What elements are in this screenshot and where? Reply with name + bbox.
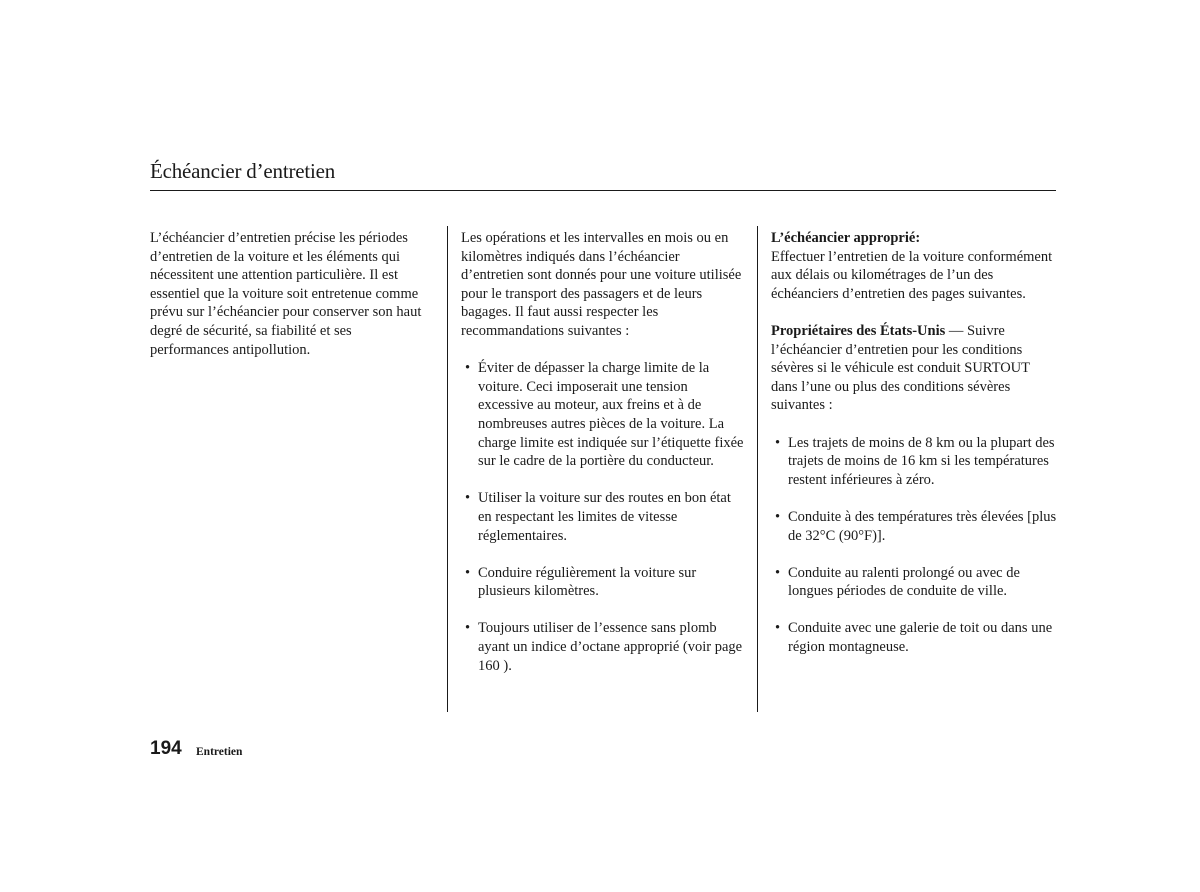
bullet-icon: •: [775, 434, 781, 451]
list-item: [771, 564, 1057, 601]
list-item: [771, 508, 1057, 545]
bullet-icon: •: [775, 564, 781, 581]
bullet-icon: •: [775, 620, 781, 637]
severe-conditions-list: [771, 434, 1057, 657]
section-label: Entretien: [196, 746, 243, 758]
page-number: 194: [150, 738, 182, 759]
intro-paragraph: L’échéancier d’entretien précise les périodes d’entretien de la voiture et les éléments qui nécessitent une attention particulière. Il est essentiel que la voiture soit entretenue comme prévu sur l’échéancier pour conserver son haut degré de sécurité, sa fiabilité et ses performances antipollution.: [150, 230, 422, 358]
list-item-text: Les trajets de moins de 8 km ou la plupart des trajets de moins de 16 km si les températures restent inférieures à zéro.: [788, 434, 1055, 488]
list-item-text: Conduire régulièrement la voiture sur plusieurs kilomètres.: [478, 564, 697, 600]
title-rule: [150, 190, 1056, 191]
us-owners-section: [771, 322, 1057, 415]
list-item-text: Conduite au ralenti prolongé ou avec de longues périodes de conduite de ville.: [788, 564, 1020, 600]
list-item: [771, 619, 1057, 656]
column-1: [150, 229, 434, 359]
list-item: [771, 434, 1057, 490]
us-owners-heading: Propriétaires des États-Unis: [771, 322, 946, 339]
schedule-heading: L’échéancier approprié:: [771, 230, 921, 246]
column-divider-1: [447, 226, 448, 712]
list-item-text: Conduite à des températures très élevées [plus de 32°C (90°F)].: [788, 508, 1057, 544]
us-owners-text: — Suivre l’échéancier d’entretien pour les conditions sévères si le véhicule est conduit SURTOUT dans l’une ou plus des conditions sévères suivantes :: [771, 322, 1030, 414]
column-divider-2: [757, 226, 758, 712]
list-item-text: Conduite avec une galerie de toit ou dans une région montagneuse.: [788, 620, 1053, 656]
list-item: [461, 619, 746, 675]
list-item: [461, 564, 746, 601]
bullet-icon: •: [465, 620, 471, 637]
bullet-icon: •: [465, 564, 471, 581]
list-item: [461, 359, 746, 471]
column-2: [461, 229, 746, 675]
bullet-icon: •: [465, 490, 471, 507]
schedule-section: [771, 229, 1057, 303]
list-item-text: Utiliser la voiture sur des routes en bon état en respectant les limites de vitesse réglementaires.: [478, 490, 731, 544]
column-3: [771, 229, 1057, 657]
recommendations-intro: Les opérations et les intervalles en mois ou en kilomètres indiqués dans l’échéancier d’entretien sont donnés pour une voiture utilisée pour le transport des passagers et de leurs bagages. Il faut aussi respecter les recommandations suivantes :: [461, 230, 742, 339]
list-item-text: Toujours utiliser de l’essence sans plomb ayant un indice d’octane approprié (voir page 160 ).: [478, 620, 743, 674]
bullet-icon: •: [775, 508, 781, 525]
list-item-text: Éviter de dépasser la charge limite de la voiture. Ceci imposerait une tension excessive au moteur, aux freins et à de nombreuses autres pièces de la voiture. La charge limite est indiquée sur l’étiquette fixée sur le cadre de la portière du conducteur.: [478, 360, 744, 470]
schedule-text: Effectuer l’entretien de la voiture conformément aux délais ou kilométrages de l’un des échéanciers d’entretien des pages suivantes.: [771, 248, 1053, 302]
page-title: Échéancier d’entretien: [150, 159, 336, 183]
list-item: [461, 489, 746, 545]
bullet-icon: •: [465, 360, 471, 377]
recommendations-list: [461, 359, 746, 675]
